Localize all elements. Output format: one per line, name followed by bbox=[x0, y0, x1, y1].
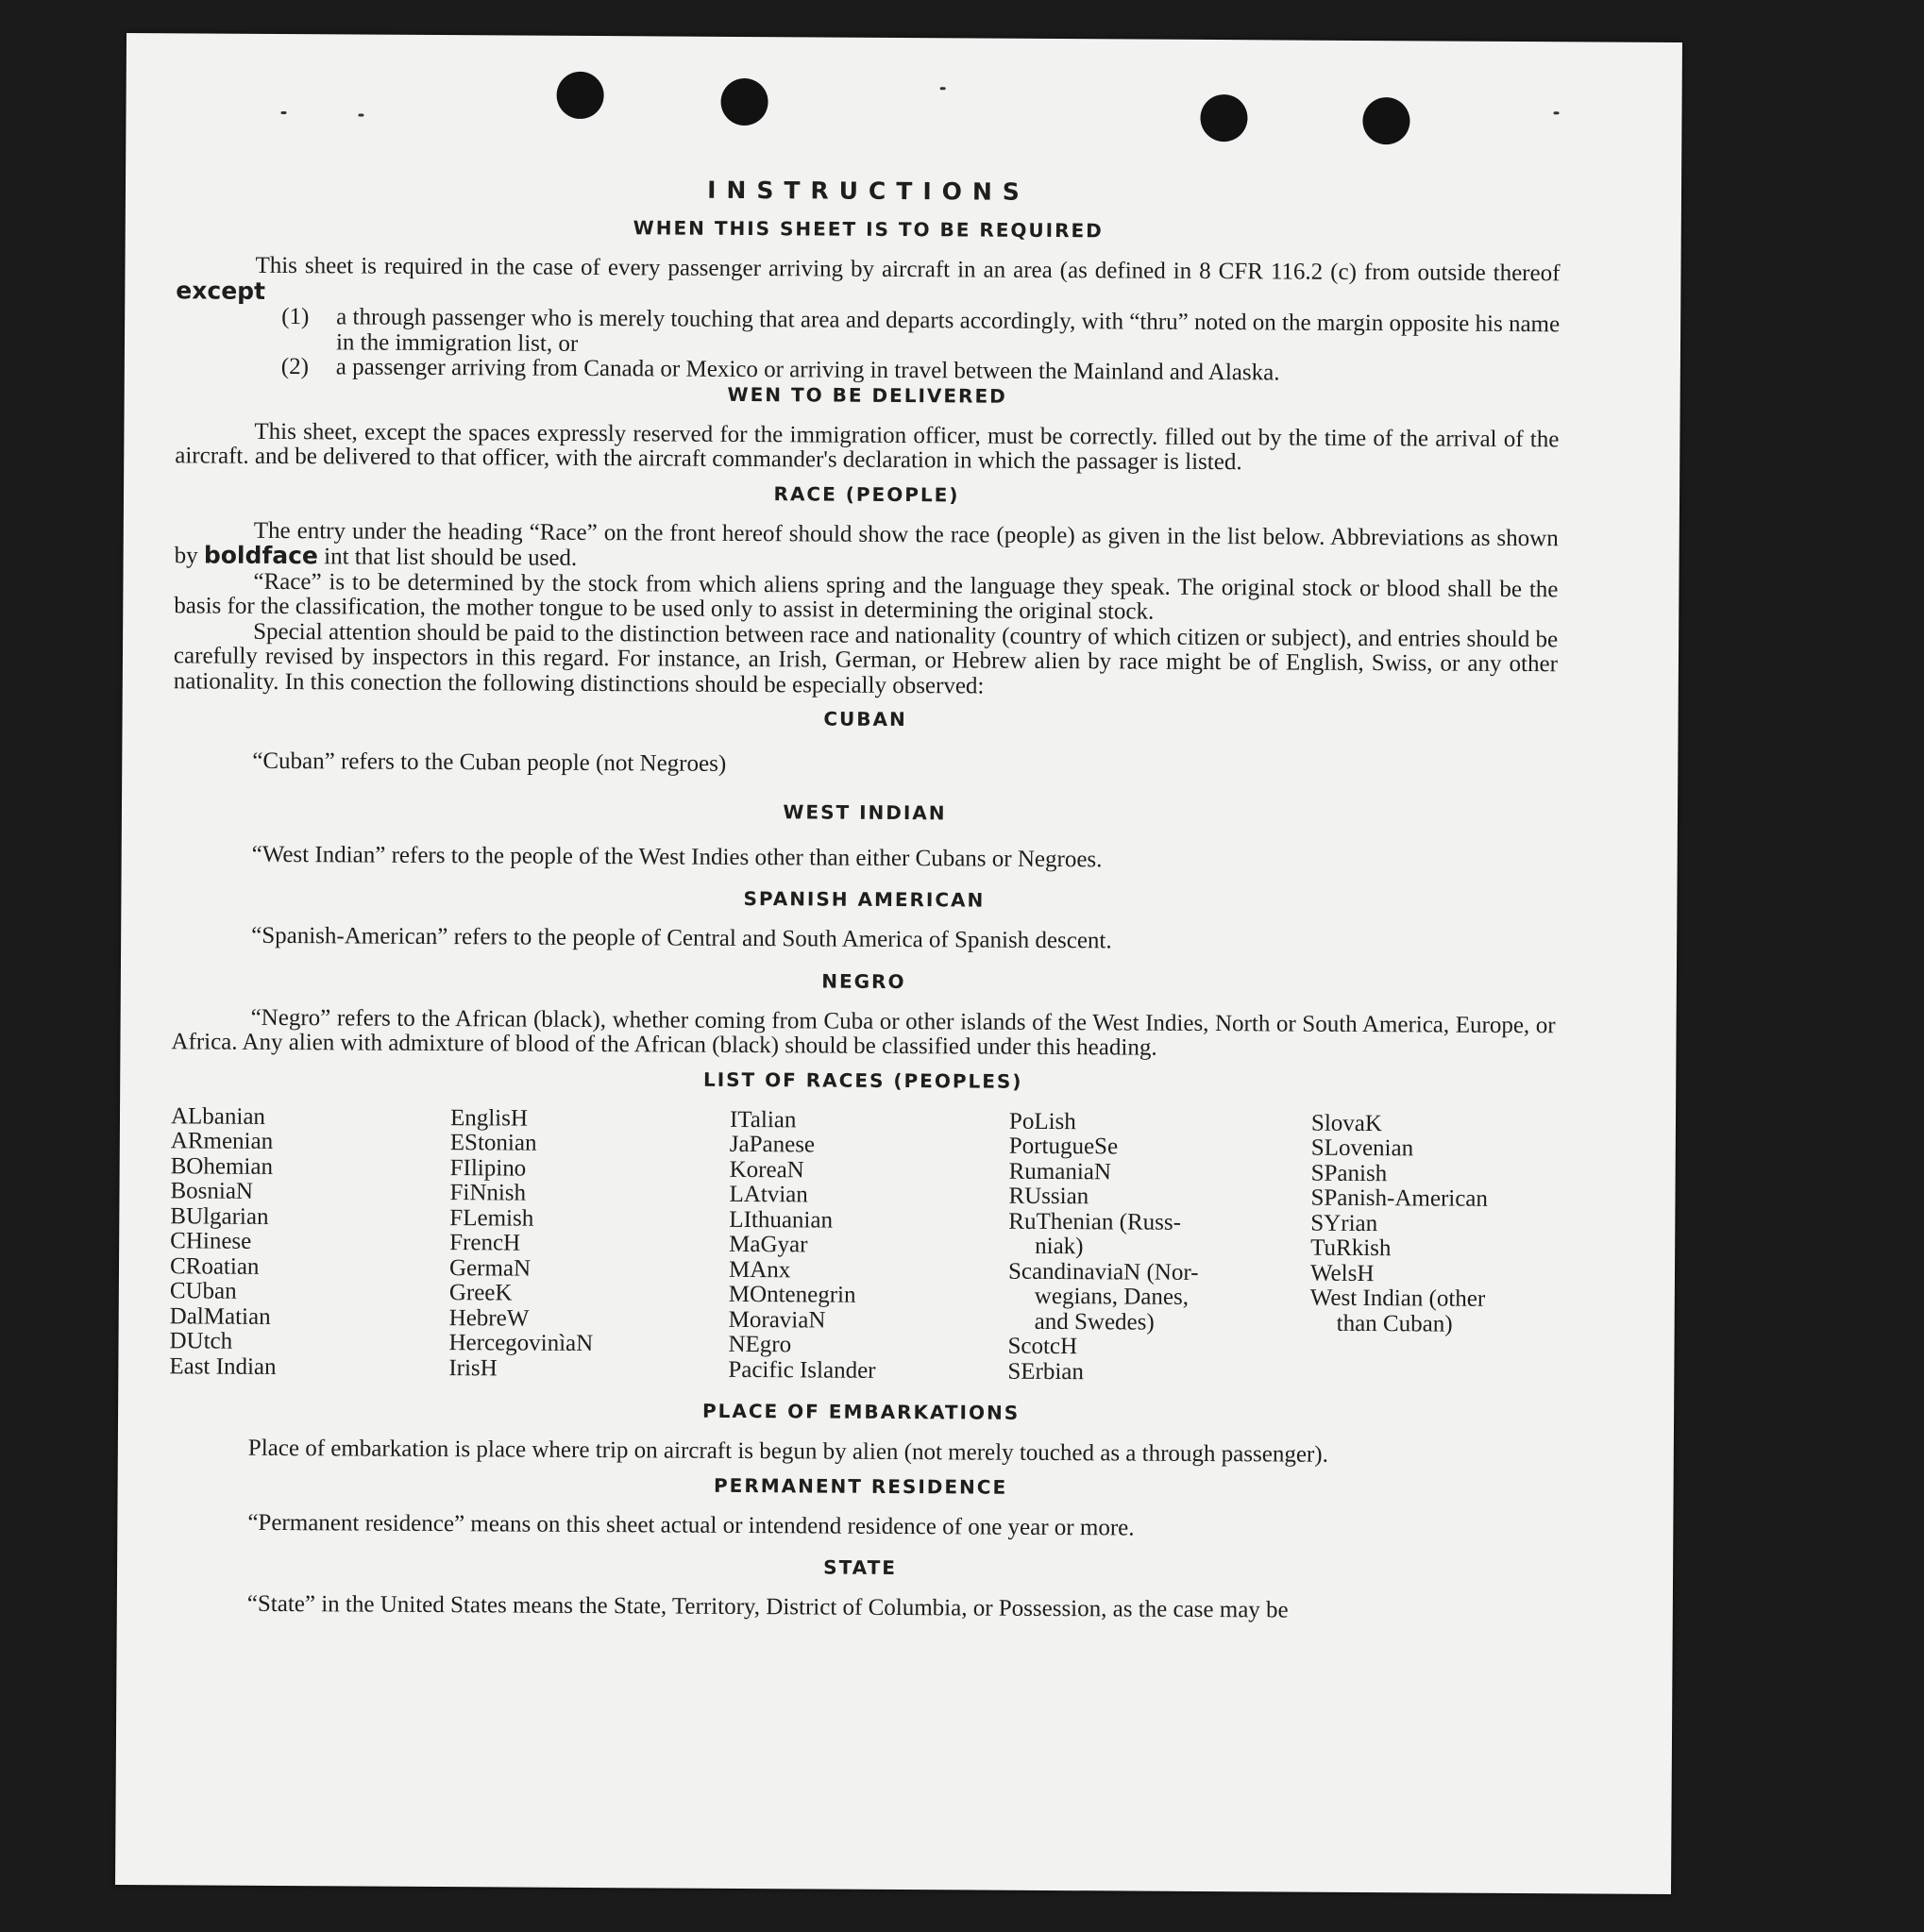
race-item: RUssian bbox=[1008, 1183, 1089, 1210]
punch-hole bbox=[720, 78, 768, 126]
document-page bbox=[115, 33, 1682, 1894]
race-item: EStonian bbox=[449, 1130, 537, 1156]
race-item: BOhemian bbox=[170, 1152, 274, 1180]
dust-speck bbox=[940, 87, 946, 90]
embarkation-text: Place of embarkation is place where trip on aircraft is begun by alien (not merely touched as a through passenger). bbox=[247, 1435, 1328, 1468]
race-item: JaPanese bbox=[729, 1131, 816, 1158]
race-item: HercegovinìaN bbox=[448, 1330, 594, 1357]
west-indian-text: “West Indian” refers to the people of the West Indies other than either Cubans or Negroes. bbox=[251, 841, 1103, 872]
boldface-word: boldface bbox=[203, 541, 319, 570]
page-title: INSTRUCTIONS bbox=[707, 176, 1030, 206]
race-item: MAnx bbox=[728, 1256, 791, 1283]
dust-speck bbox=[1554, 111, 1560, 114]
section-heading-west-indian: WEST INDIAN bbox=[783, 799, 947, 824]
race-p1-end: int that list should be used. bbox=[324, 544, 578, 571]
race-item: PortugueSe bbox=[1008, 1133, 1119, 1160]
exception-text: a passenger arriving from Canada or Mexico or arriving in travel between the Mainland and Alaska. bbox=[335, 354, 1280, 386]
race-item: PoLish bbox=[1008, 1108, 1076, 1134]
race-item: SPanish bbox=[1310, 1160, 1388, 1186]
races-column-3 bbox=[728, 1107, 1009, 1384]
races-column-4 bbox=[1007, 1109, 1311, 1386]
race-item: CHinese bbox=[170, 1228, 252, 1254]
race-item: ARmenian bbox=[170, 1128, 274, 1154]
race-item: RumaniaN bbox=[1008, 1158, 1112, 1184]
race-item: HebreW bbox=[448, 1304, 530, 1332]
punch-hole bbox=[1200, 94, 1247, 142]
race-item: CUban bbox=[169, 1278, 237, 1304]
spanish-american-text: “Spanish-American” refers to the people of Central and South America of Spanish descent. bbox=[251, 922, 1112, 954]
race-item: FiNnish bbox=[449, 1180, 527, 1206]
race-p1-text: The entry under the heading “Race” on the front hereof should show the race (people) as given in the list below. Abbreviations as shown by bbox=[174, 517, 1559, 569]
section-heading-embarkation: PLACE OF EMBARKATIONS bbox=[701, 1399, 1021, 1424]
race-item: KoreaN bbox=[729, 1156, 804, 1183]
race-item: FrencH bbox=[449, 1230, 521, 1256]
race-item: SLovenian bbox=[1310, 1134, 1414, 1162]
race-item: West Indian (other bbox=[1309, 1285, 1486, 1312]
dust-speck bbox=[280, 111, 286, 114]
negro-text: “Negro” refers to the African (black), whether coming from Cuba or other islands of the West Indies, North or South America, Europe, or Africa. Any alien with admixture of blood of the African (black) should be classified under this heading. bbox=[171, 1004, 1556, 1061]
exception-number: (1) bbox=[281, 303, 310, 330]
race-item-continued: and Swedes) bbox=[1034, 1308, 1155, 1336]
race-paragraph-2: “Race” is to be determined by the stock from which aliens spring and the language they speak. The original stock or blood shall be the basis for the classification, the mother tongue to be used only to assist in determining the original stock. bbox=[174, 568, 1559, 625]
section-heading-required: WHEN THIS SHEET IS TO BE REQUIRED bbox=[633, 216, 1104, 243]
race-item: DalMatian bbox=[169, 1302, 271, 1330]
exception-text: a through passenger who is merely touching that area and departs accordingly, with “thru” noted on the margin opposite his name in the immigration list, or bbox=[335, 304, 1561, 357]
exception-number: (2) bbox=[280, 353, 310, 380]
race-item: ScotcH bbox=[1007, 1333, 1078, 1360]
section-heading-cuban: CUBAN bbox=[823, 707, 907, 731]
races-column-5 bbox=[1309, 1111, 1555, 1387]
except-bold: except bbox=[176, 276, 266, 305]
race-item-continued: wegians, Danes, bbox=[1034, 1283, 1190, 1310]
race-item: MaGyar bbox=[729, 1231, 808, 1258]
race-item: ITalian bbox=[729, 1106, 797, 1133]
race-item: FIlipino bbox=[449, 1154, 527, 1182]
race-item-continued: than Cuban) bbox=[1336, 1310, 1453, 1337]
race-item: TuRkish bbox=[1310, 1235, 1392, 1262]
race-item: IrisH bbox=[448, 1354, 498, 1381]
race-item: GreeK bbox=[448, 1280, 513, 1306]
punch-hole bbox=[1362, 97, 1409, 144]
race-item: WelsH bbox=[1309, 1260, 1375, 1286]
races-column-1 bbox=[169, 1104, 450, 1381]
race-item: MOntenegrin bbox=[728, 1281, 856, 1308]
race-paragraph-1 bbox=[175, 518, 1559, 578]
race-item: BUlgarian bbox=[170, 1202, 269, 1230]
section-heading-spanish-american: SPANISH AMERICAN bbox=[743, 886, 986, 912]
required-intro-text: This sheet is required in the case of every passenger arriving by aircraft in an area (as defined in 8 CFR 116.2 (c) from outside thereof bbox=[255, 252, 1561, 287]
race-item: SPanish-American bbox=[1310, 1184, 1489, 1212]
race-paragraph-3: Special attention should be paid to the distinction between race and nationality (country of which citizen or subject), and entries should be carefully revised by inspectors in this regard. For instance, an Irish, German, or Hebrew alien by race might be of English, Swiss, or any other nationality. In this conection the following distinctions should be especially observed: bbox=[173, 618, 1559, 699]
instructions-body bbox=[168, 173, 1561, 1624]
race-item: Pacific Islander bbox=[728, 1356, 876, 1384]
races-column-2 bbox=[448, 1106, 730, 1383]
race-item: FLemish bbox=[449, 1204, 534, 1232]
cuban-text: “Cuban” refers to the Cuban people (not Negroes) bbox=[252, 748, 727, 777]
race-item: RuThenian (Russ- bbox=[1008, 1208, 1182, 1235]
race-item: LIthuanian bbox=[729, 1206, 834, 1234]
race-item: MoraviaN bbox=[728, 1306, 826, 1334]
race-item: DUtch bbox=[169, 1328, 233, 1354]
race-item: SErbian bbox=[1007, 1358, 1084, 1385]
dust-speck bbox=[358, 113, 363, 116]
punch-hole bbox=[556, 72, 603, 119]
race-item: East Indian bbox=[169, 1352, 277, 1380]
section-heading-races-list: LIST OF RACES (PEOPLES) bbox=[702, 1067, 1023, 1093]
residence-text: “Permanent residence” means on this sheet actual or intendend residence of one year or more. bbox=[247, 1509, 1135, 1541]
race-item: SlovaK bbox=[1310, 1110, 1383, 1136]
races-list bbox=[169, 1104, 1555, 1387]
race-item: SYrian bbox=[1310, 1210, 1378, 1236]
race-item: EnglisH bbox=[449, 1104, 529, 1132]
state-text: “State” in the United States means the State, Territory, District of Columbia, or Possession, as the case may be bbox=[246, 1590, 1289, 1623]
race-item: CRoatian bbox=[169, 1252, 260, 1280]
race-item: ALbanian bbox=[170, 1102, 266, 1130]
delivered-text: This sheet, except the spaces expressly reserved for the immigration officer, must be correctly. filled out by the time of the arrival of the aircraft. and be delivered to that officer, with the aircraft commander's declaration in which the passager is listed. bbox=[175, 418, 1560, 476]
race-item: ScandinaviaN (Nor- bbox=[1007, 1258, 1199, 1285]
section-heading-negro: NEGRO bbox=[821, 969, 906, 993]
section-heading-delivered: WEN TO BE DELIVERED bbox=[727, 382, 1007, 408]
section-heading-state: STATE bbox=[823, 1555, 898, 1579]
race-item: LAtvian bbox=[729, 1181, 808, 1208]
race-item-continued: niak) bbox=[1035, 1233, 1084, 1260]
race-item: BosniaN bbox=[170, 1178, 254, 1204]
section-heading-race: RACE (PEOPLE) bbox=[773, 481, 960, 506]
race-item: GermaN bbox=[448, 1254, 532, 1282]
section-heading-residence: PERMANENT RESIDENCE bbox=[713, 1473, 1008, 1499]
race-item: NEgro bbox=[728, 1331, 792, 1358]
